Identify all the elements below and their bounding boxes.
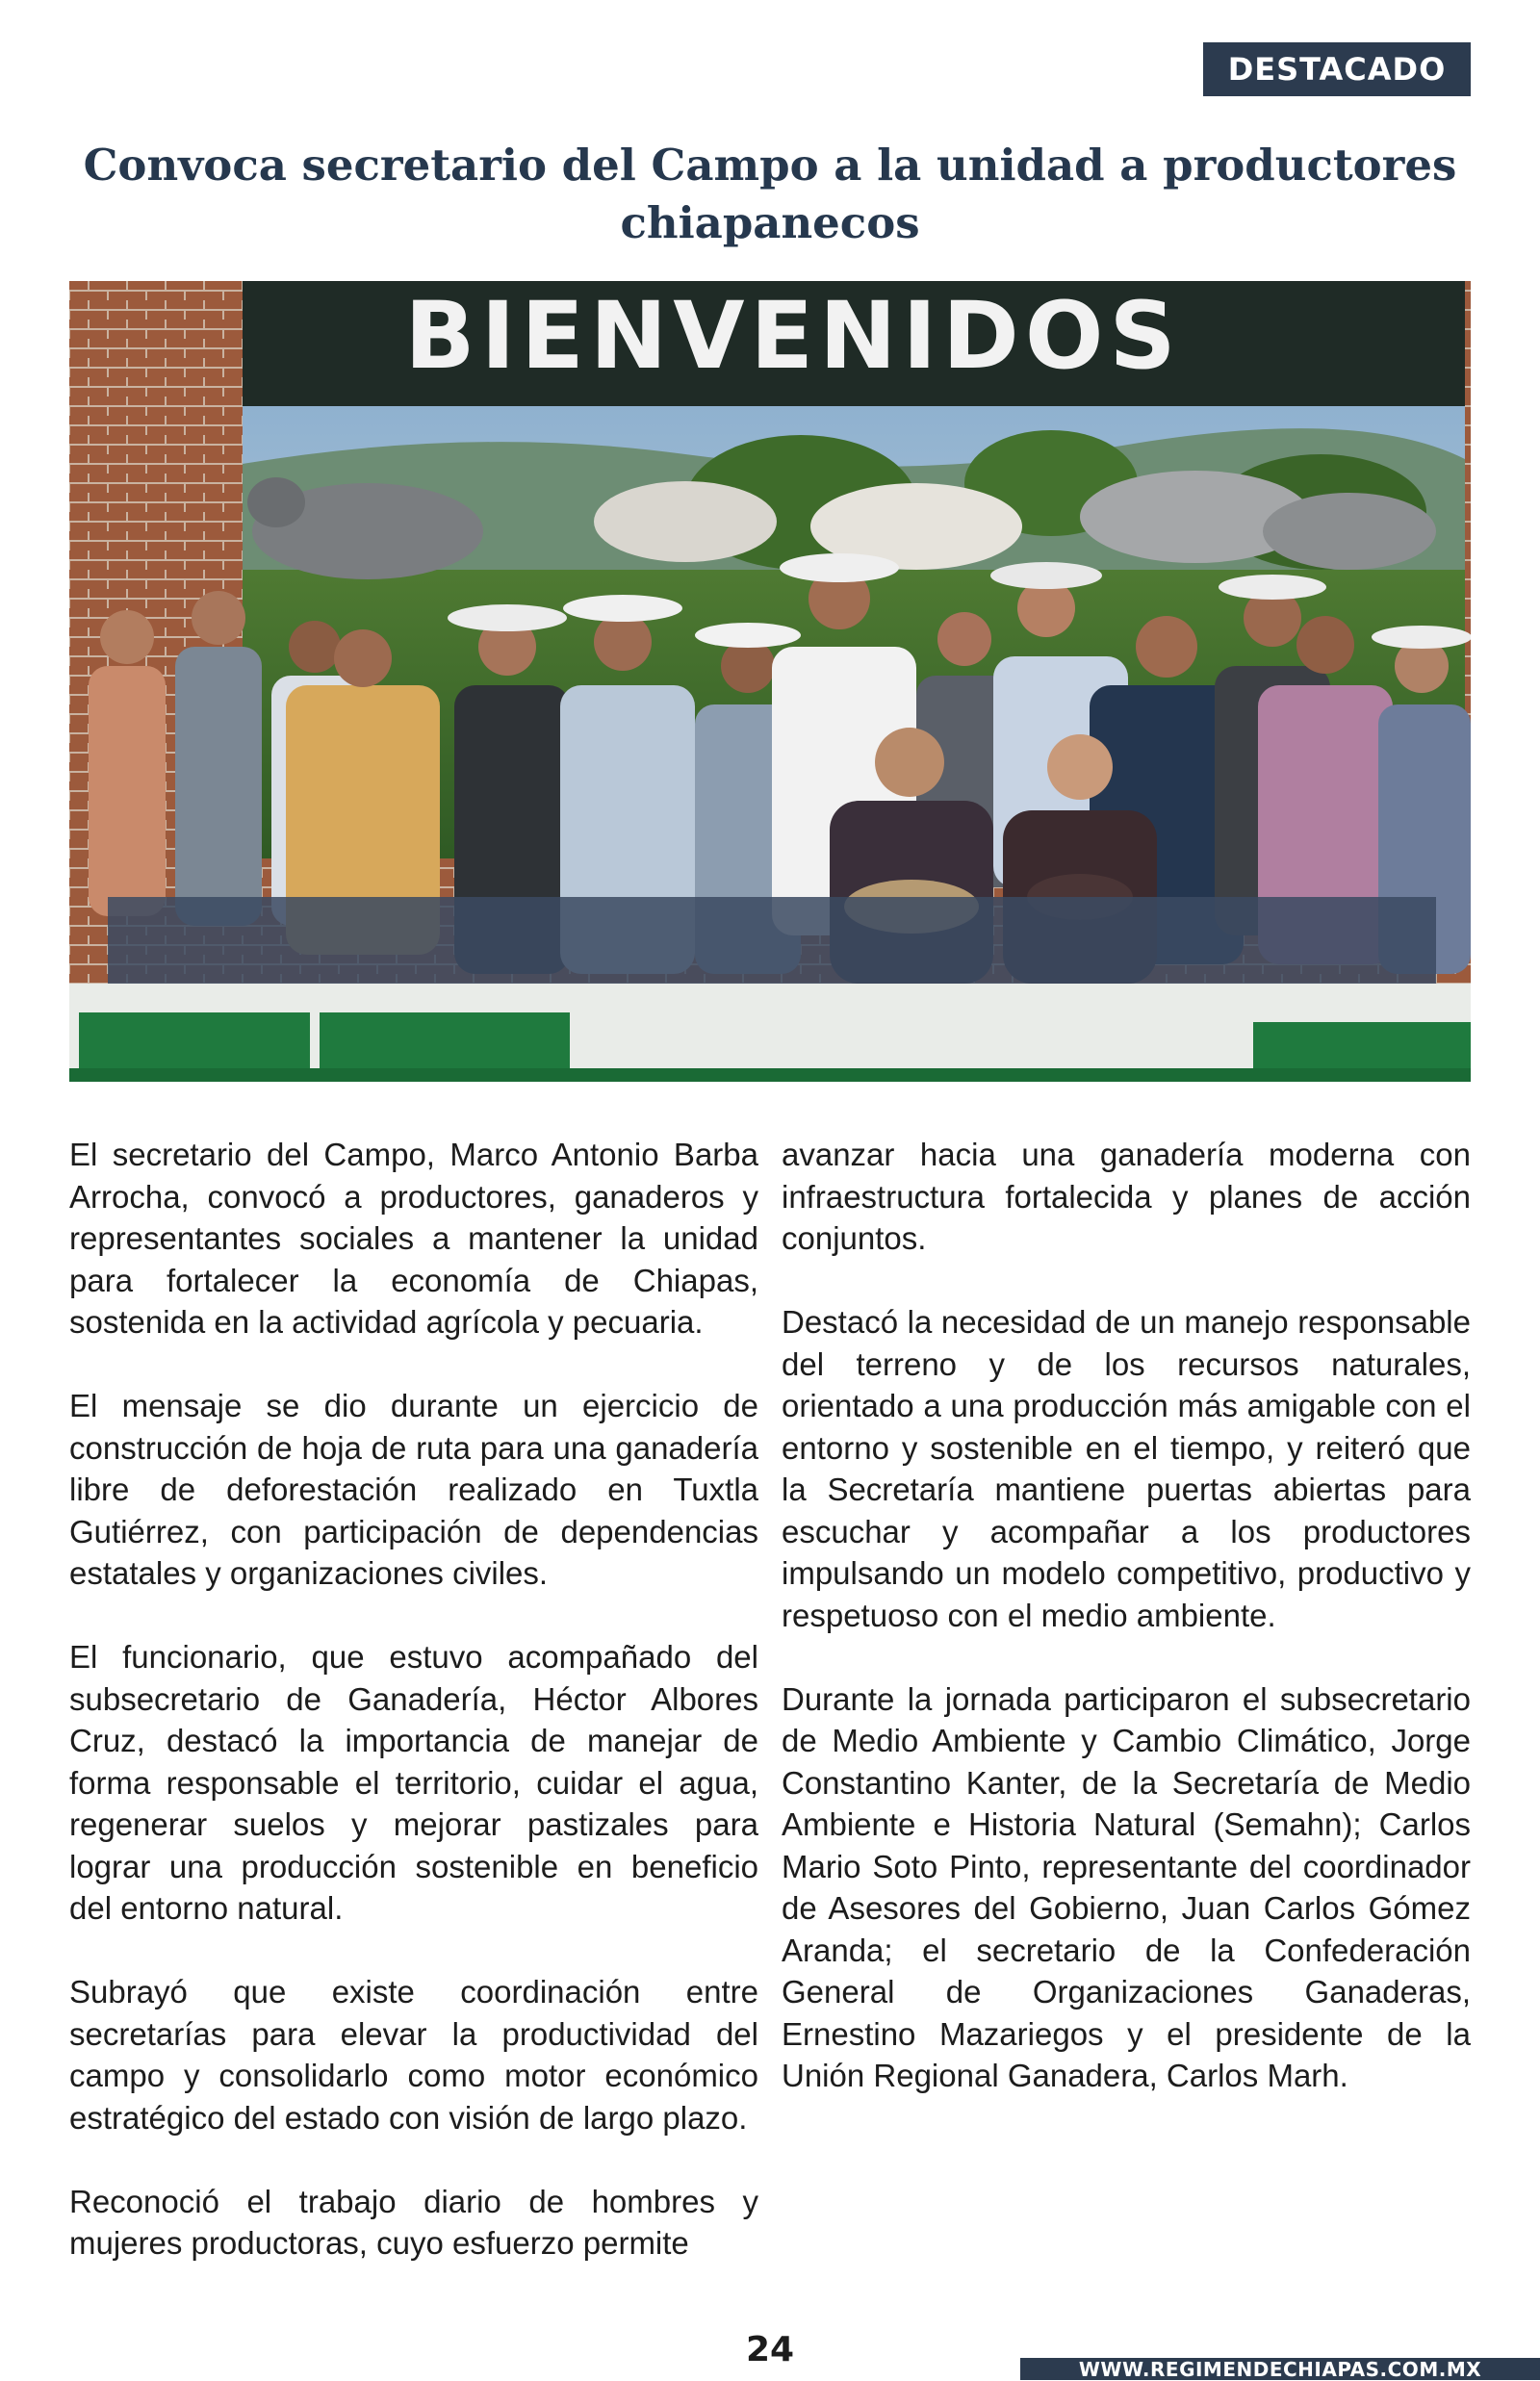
paragraph: Durante la jornada participaron el subsecretario de Medio Ambiente y Cambio Climático, Jorge Constantino Kanter, de la Secretaría de Medio Ambiente e Historia Natural (Semahn); Carlos Mario Soto Pinto, representante del coordinador de Asesores del Gobierno, Juan Carlos Gómez Aranda; el secretario de la Confederación General de Organizaciones Ganaderas, Ernestino Mazariegos y el presidente de la Unión Regional Ganadera, Carlos Marh. xyxy=(782,1680,1471,2093)
paragraph: El secretario del Campo, Marco Antonio Barba Arrocha, convocó a productores, ganaderos y representantes sociales a mantener la unidad para fortalecer la economía de Chiapas, sostenida en la actividad agrícola y pecuaria. xyxy=(69,1137,758,1340)
article-body-left-column xyxy=(69,1134,758,2306)
paragraph: Subrayó que existe coordinación entre secretarías para elevar la productividad del campo y consolidarlo como motor económico estratégico del estado con visión de largo plazo. xyxy=(69,1974,758,2136)
paragraph: Destacó la necesidad de un manejo responsable del terreno y de los recursos naturales, orientado a una producción más amigable con el entorno y sostenible en el tiempo, y reiteró que la Secretaría mantiene puertas abiertas para escuchar y acompañar a los productores impulsando un modelo competitivo, productivo y respetuoso con el medio ambiente. xyxy=(782,1304,1471,1633)
section-tag: DESTACADO xyxy=(1203,42,1471,96)
website-url[interactable]: WWW.REGIMENDECHIAPAS.COM.MX xyxy=(1020,2358,1540,2380)
paragraph: avanzar hacia una ganadería moderna con infraestructura fortalecida y planes de acción conjuntos. xyxy=(782,1137,1471,1256)
banner-text: BIENVENIDOS xyxy=(404,282,1182,390)
article-photo xyxy=(69,281,1471,1082)
page-number: 24 xyxy=(745,2330,795,2369)
group-photo-illustration xyxy=(69,281,1471,1082)
paragraph: El funcionario, que estuvo acompañado del subsecretario de Ganadería, Héctor Albores Cruz, destacó la importancia de manejar de forma responsable el territorio, cuidar el agua, regenerar suelos y mejorar pastizales para lograr una producción sostenible en beneficio del entorno natural. xyxy=(69,1639,758,1926)
paragraph: Reconoció el trabajo diario de hombres y mujeres productoras, cuyo esfuerzo permite xyxy=(69,2183,758,2261)
article-body-right-column xyxy=(782,1134,1471,2138)
paragraph: El mensaje se dio durante un ejercicio de construcción de hoja de ruta para una ganadería libre de deforestación realizado en Tuxtla Gutiérrez, con participación de dependencias estatales y organizaciones civiles. xyxy=(69,1388,758,1591)
article-title: Convoca secretario del Campo a la unidad a productores chiapanecos xyxy=(83,140,1457,248)
